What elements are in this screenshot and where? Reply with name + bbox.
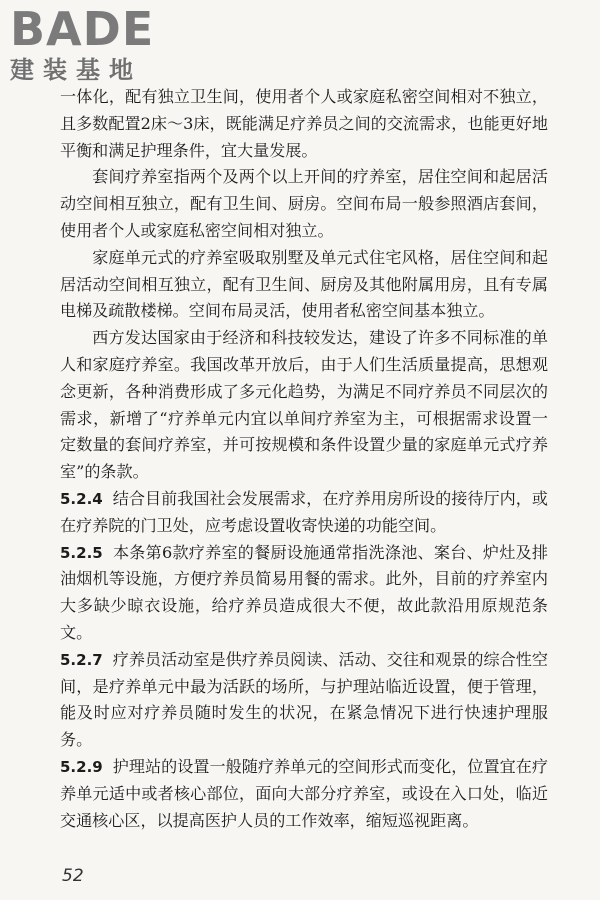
clause-number: 5.2.9 [60,757,103,776]
logo-wordmark: BADE [10,2,155,56]
page-body [60,84,548,834]
logo-subtitle: 建装基地 [10,56,142,84]
page-number: 52 [62,866,84,886]
clause-text: 护理站的设置一般随疗养单元的空间形式而变化，位置宜在疗养单元适中或者核心部位，面向大部分疗养室，或设在入口处，临近交通核心区，以提高医护人员的工作效率，缩短巡视距离。 [60,756,548,830]
clause-text: 疗养员活动室是供疗养员阅读、活动、交往和观景的综合性空间，是疗养单元中最为活跃的场所，与护理站临近设置，便于管理，能及时应对疗养员随时发生的状况，在紧急情况下进行快速护理服务。 [60,649,548,750]
clause-text: 结合目前我国社会发展需求，在疗养用房所设的接待厅内，或在疗养院的门卫处，应考虑设置收寄快递的功能空间。 [60,488,548,535]
clause-number: 5.2.4 [60,489,103,508]
body-paragraph: 一体化，配有独立卫生间，使用者个人或家庭私密空间相对不独立，且多数配置2床～3床，既能满足疗养员之间的交流需求，也能更好地平衡和满足护理条件，宜大量发展。 [60,87,548,160]
clause-5-2-5 [60,540,548,647]
publisher-logo [10,4,180,88]
body-paragraph: 西方发达国家由于经济和科技较发达，建设了许多不同标准的单人和家庭疗养室。我国改革开放后，由于人们生活质量提高，思想观念更新，各种消费形成了多元化趋势，为满足不同疗养员不同层次的需求，新增了“疗养单元内宜以单间疗养室为主，可根据需求设置一定数量的套间疗养室，并可按规模和条件设置少量的家庭单元式疗养室”的条款。 [60,328,548,482]
clause-number: 5.2.5 [60,543,103,562]
clause-number: 5.2.7 [60,650,103,669]
clause-5-2-4 [60,486,548,540]
clause-5-2-7 [60,647,548,754]
body-paragraph: 家庭单元式的疗养室吸取别墅及单元式住宅风格，居住空间和起居活动空间相互独立，配有卫生间、厨房及其他附属用房，且有专属电梯及疏散楼梯。空间布局灵活，使用者私密空间基本独立。 [60,247,548,321]
body-paragraph: 套间疗养室指两个及两个以上开间的疗养室，居住空间和起居活动空间相互独立，配有卫生间、厨房。空间布局一般参照酒店套间，使用者个人或家庭私密空间相对独立。 [60,167,548,240]
clause-5-2-9 [60,754,548,834]
clause-text: 本条第6款疗养室的餐厨设施通常指洗涤池、案台、炉灶及排油烟机等设施，方便疗养员简易用餐的需求。此外，目前的疗养室内大多缺少晾衣设施，给疗养员造成很大不便，故此款沿用原规范条文。 [60,542,548,642]
